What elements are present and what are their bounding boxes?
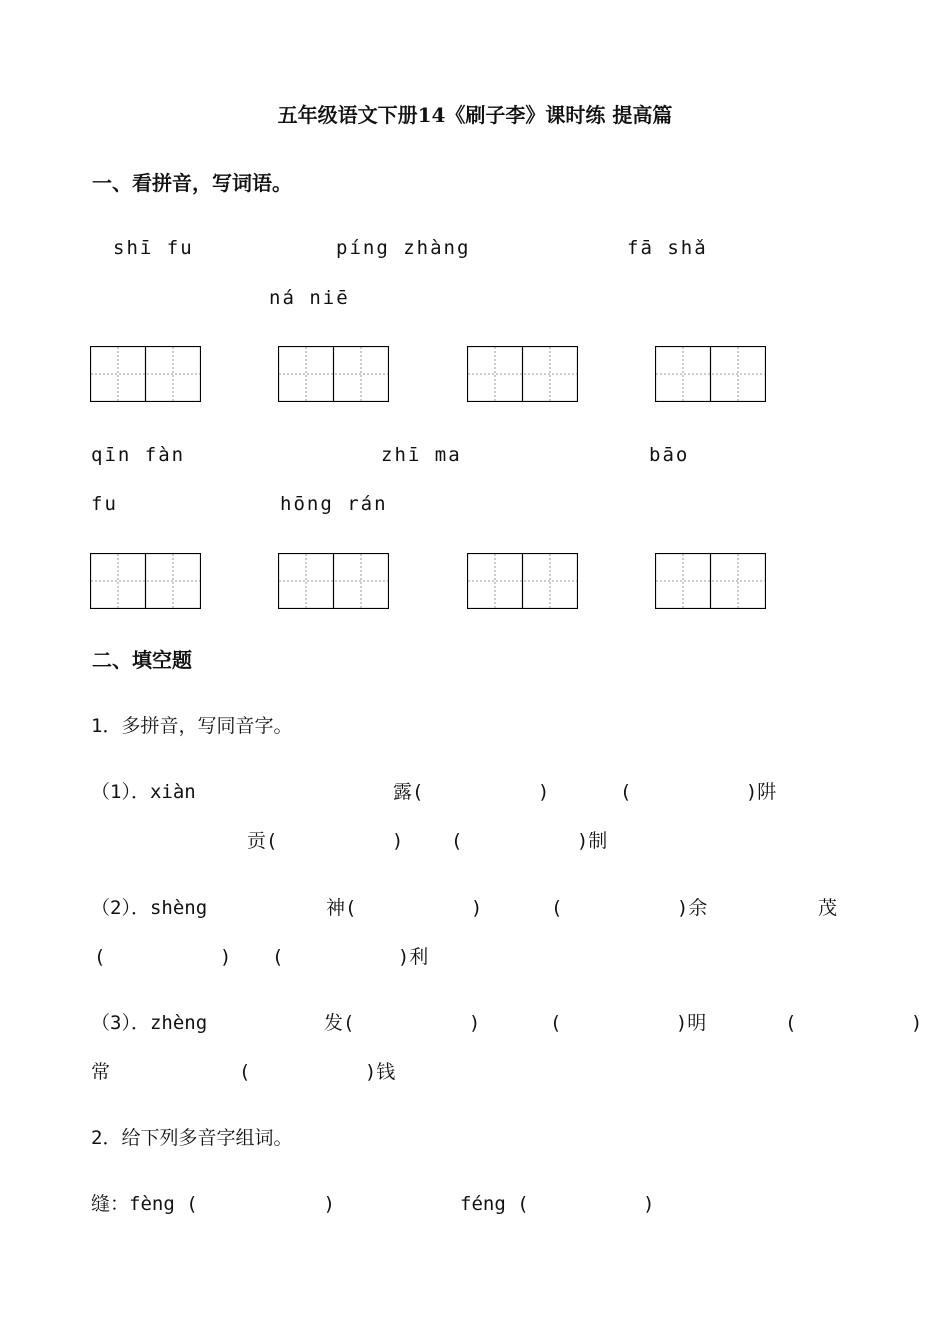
- pinyin-4: ná niē: [269, 287, 350, 309]
- tianzige-box[interactable]: [278, 346, 388, 401]
- blank-suffix: 常: [91, 1061, 111, 1083]
- blank[interactable]: ( )制: [451, 830, 608, 852]
- pinyin-5: qīn fàn: [91, 444, 186, 466]
- polyphone-feng-4[interactable]: 缝：fèng ( ): [91, 1193, 335, 1215]
- pinyin-2: píng zhàng: [336, 237, 471, 259]
- blank[interactable]: 露( ): [393, 781, 550, 803]
- pinyin-8: hōng rán: [280, 493, 388, 515]
- question-1-stem: 1．多拼音，写同音字。: [91, 715, 293, 737]
- question-2-stem: 2．给下列多音字组词。: [91, 1127, 293, 1149]
- polyphone-feng-2[interactable]: féng ( ): [460, 1193, 655, 1215]
- tianzige-box[interactable]: [278, 553, 388, 608]
- item-2-label: （2）．shèng: [91, 897, 208, 919]
- blank[interactable]: ( )明: [550, 1012, 707, 1034]
- tianzige-box[interactable]: [90, 553, 200, 608]
- item-3-label: （3）．zhèng: [91, 1012, 208, 1034]
- blank[interactable]: ( )余: [551, 897, 708, 919]
- tianzige-box[interactable]: [90, 346, 200, 401]
- pinyin-6: zhī ma: [381, 444, 462, 466]
- section-2-heading: 二、填空题: [92, 648, 192, 672]
- tianzige-box[interactable]: [467, 346, 577, 401]
- pinyin-7b: fu: [91, 493, 118, 515]
- blank-prefix: 茂: [818, 897, 838, 919]
- blank[interactable]: ( )利: [272, 946, 429, 968]
- tianzige-box[interactable]: [655, 346, 765, 401]
- blank[interactable]: 神( ): [326, 897, 483, 919]
- pinyin-3: fā shǎ: [627, 237, 708, 259]
- page-title: 五年级语文下册14《刷子李》课时练 提高篇: [277, 103, 673, 127]
- item-1-label: （1）．xiàn: [91, 781, 196, 803]
- blank[interactable]: 贡( ): [247, 830, 404, 852]
- blank[interactable]: ( ): [94, 946, 232, 968]
- blank[interactable]: ( ): [785, 1012, 923, 1034]
- tianzige-box[interactable]: [655, 553, 765, 608]
- tianzige-box[interactable]: [467, 553, 577, 608]
- blank[interactable]: 发( ): [324, 1012, 481, 1034]
- blank[interactable]: ( )钱: [239, 1061, 396, 1083]
- pinyin-1: shī fu: [113, 237, 194, 259]
- pinyin-7: bāo: [649, 444, 690, 466]
- section-1-heading: 一、看拼音，写词语。: [92, 171, 292, 195]
- blank[interactable]: ( )阱: [620, 781, 777, 803]
